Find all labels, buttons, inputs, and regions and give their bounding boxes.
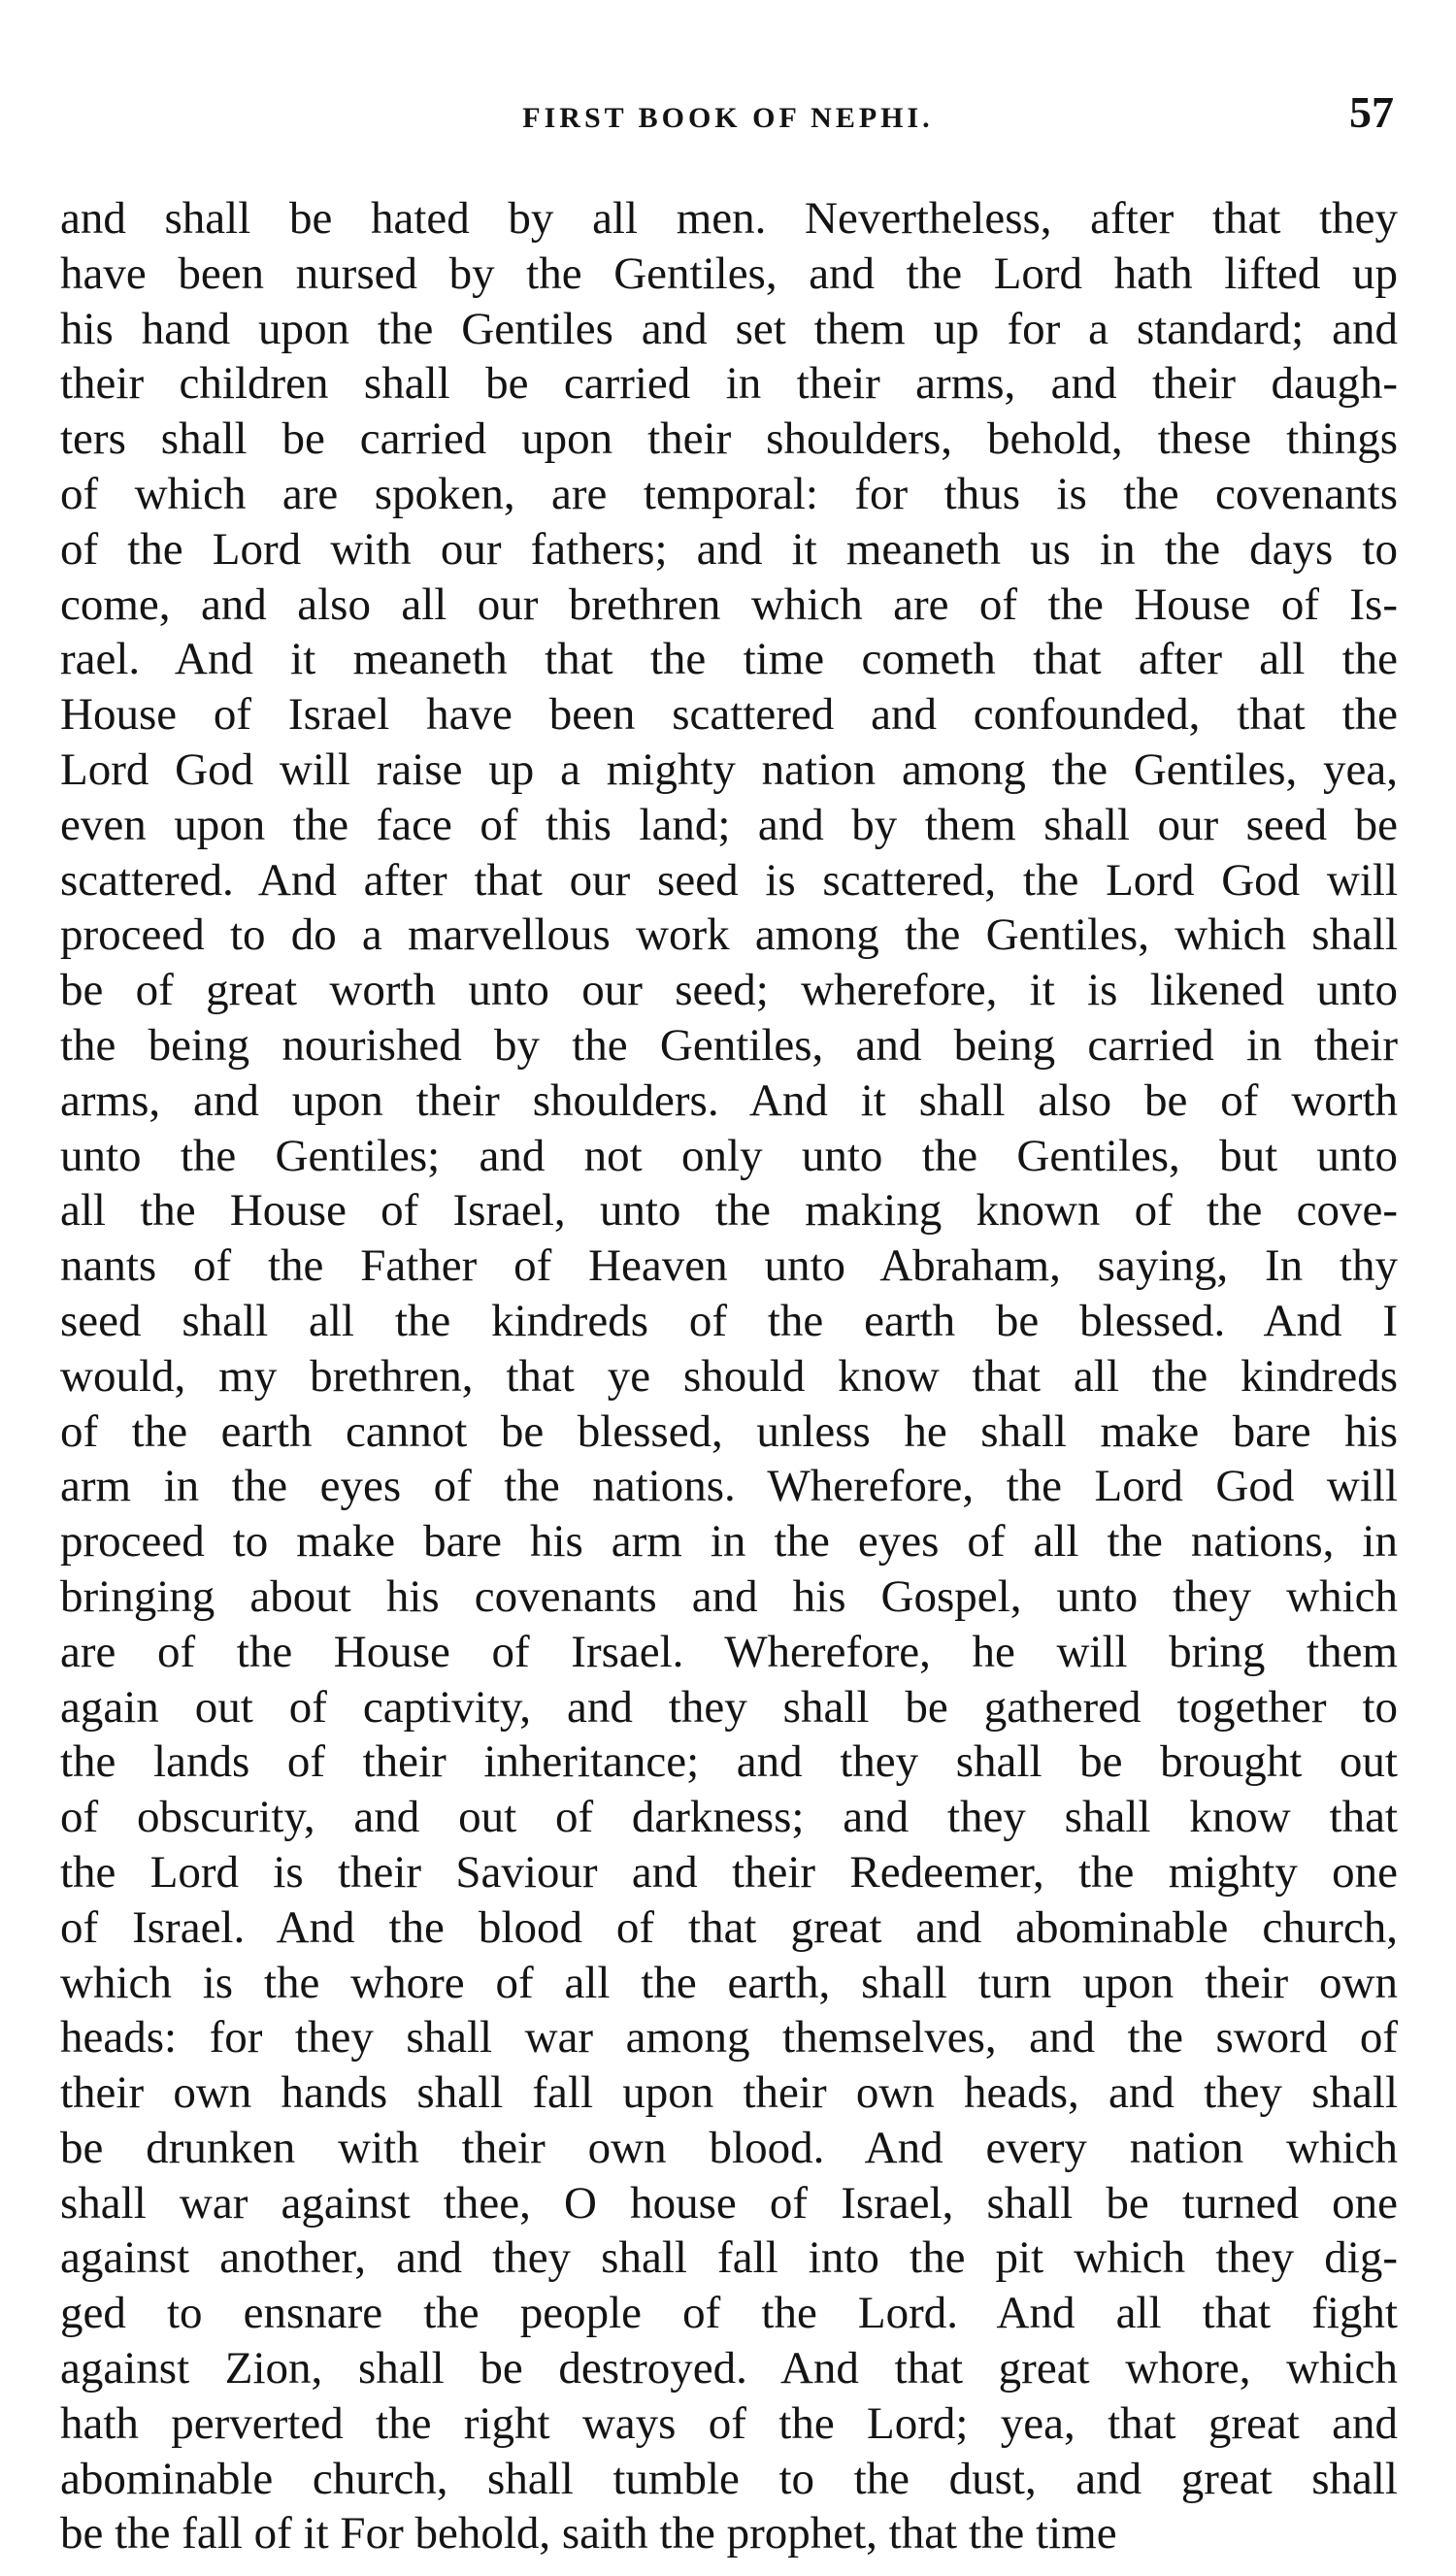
text-line: ged to ensnare the people of the Lord. And all that fight bbox=[60, 2288, 1398, 2339]
text-line: of the earth cannot be blessed, unless he shall make bare his bbox=[60, 1405, 1398, 1457]
text-line: be drunken with their own blood. And every nation which bbox=[60, 2122, 1398, 2173]
text-line: proceed to do a marvellous work among the Gentiles, which shall bbox=[60, 909, 1398, 961]
text-line: nants of the Father of Heaven unto Abraham, saying, In thy bbox=[60, 1240, 1398, 1292]
text-line: proceed to make bare his arm in the eyes of all the nations, in bbox=[60, 1516, 1398, 1568]
text-line: of Israel. And the blood of that great and abominable church, bbox=[60, 1901, 1398, 1953]
text-line: again out of captivity, and they shall be gathered together to bbox=[60, 1681, 1398, 1733]
text-line: would, my brethren, that ye should know that all the kindreds bbox=[60, 1350, 1398, 1402]
text-line: of the Lord with our fathers; and it meaneth us in the days to bbox=[60, 523, 1398, 575]
body-text bbox=[60, 191, 1398, 2561]
text-line: their children shall be carried in their arms, and their daugh- bbox=[60, 358, 1398, 410]
text-line: seed shall all the kindreds of the earth be blessed. And I bbox=[60, 1295, 1398, 1346]
page-number: 57 bbox=[1349, 87, 1394, 137]
text-line: abominable church, shall tumble to the dust, and great shall bbox=[60, 2453, 1398, 2504]
text-line: are of the House of Irsael. Wherefore, he will bring them bbox=[60, 1626, 1398, 1677]
text-line: which is the whore of all the earth, shall turn upon their own bbox=[60, 1957, 1398, 2008]
text-line: all the House of Israel, unto the making known of the cove- bbox=[60, 1185, 1398, 1237]
text-line: arm in the eyes of the nations. Wherefore, the Lord God will bbox=[60, 1461, 1398, 1512]
text-line: even upon the face of this land; and by them shall our seed be bbox=[60, 799, 1398, 850]
text-line: hath perverted the right ways of the Lord; yea, that great and bbox=[60, 2397, 1398, 2449]
text-line: scattered. And after that our seed is scattered, the Lord God will bbox=[60, 854, 1398, 906]
text-line: be the fall of it For behold, saith the prophet, that the time bbox=[60, 2508, 1117, 2559]
text-line: against Zion, shall be destroyed. And that great whore, which bbox=[60, 2343, 1398, 2394]
text-line: come, and also all our brethren which are of the House of Is- bbox=[60, 578, 1398, 630]
text-line: the lands of their inheritance; and they shall be brought out bbox=[60, 1736, 1398, 1788]
text-line: unto the Gentiles; and not only unto the Gentiles, but unto bbox=[60, 1130, 1398, 1181]
running-head bbox=[60, 89, 1396, 148]
text-line: the Lord is their Saviour and their Redeemer, the mighty one bbox=[60, 1846, 1398, 1898]
text-line: their own hands shall fall upon their own heads, and they shall bbox=[60, 2067, 1398, 2119]
text-line: arms, and upon their shoulders. And it shall also be of worth bbox=[60, 1074, 1398, 1126]
text-line: and shall be hated by all men. Nevertheless, after that they bbox=[60, 193, 1398, 244]
text-line: bringing about his covenants and his Gospel, unto they which bbox=[60, 1570, 1398, 1622]
text-line: be of great worth unto our seed; wherefore, it is likened unto bbox=[60, 965, 1398, 1016]
text-line: the being nourished by the Gentiles, and being carried in their bbox=[60, 1019, 1398, 1071]
text-line: of obscurity, and out of darkness; and they shall know that bbox=[60, 1792, 1398, 1843]
text-line: rael. And it meaneth that the time cometh that after all the bbox=[60, 634, 1398, 685]
text-line: ters shall be carried upon their shoulders, behold, these things bbox=[60, 413, 1398, 465]
text-line: have been nursed by the Gentiles, and the Lord hath lifted up bbox=[60, 248, 1398, 299]
text-line: Lord God will raise up a mighty nation among the Gentiles, yea, bbox=[60, 743, 1398, 795]
text-line: against another, and they shall fall into the pit which they dig- bbox=[60, 2232, 1398, 2284]
text-line: shall war against thee, O house of Israel, shall be turned one bbox=[60, 2177, 1398, 2229]
text-line: of which are spoken, are temporal: for thus is the covenants bbox=[60, 468, 1398, 519]
text-line: his hand upon the Gentiles and set them up for a standard; and bbox=[60, 303, 1398, 354]
running-title: FIRST BOOK OF NEPHI. bbox=[522, 102, 934, 134]
text-line: heads: for they shall war among themselves, and the sword of bbox=[60, 2012, 1398, 2064]
text-line: House of Israel have been scattered and confounded, that the bbox=[60, 689, 1398, 741]
